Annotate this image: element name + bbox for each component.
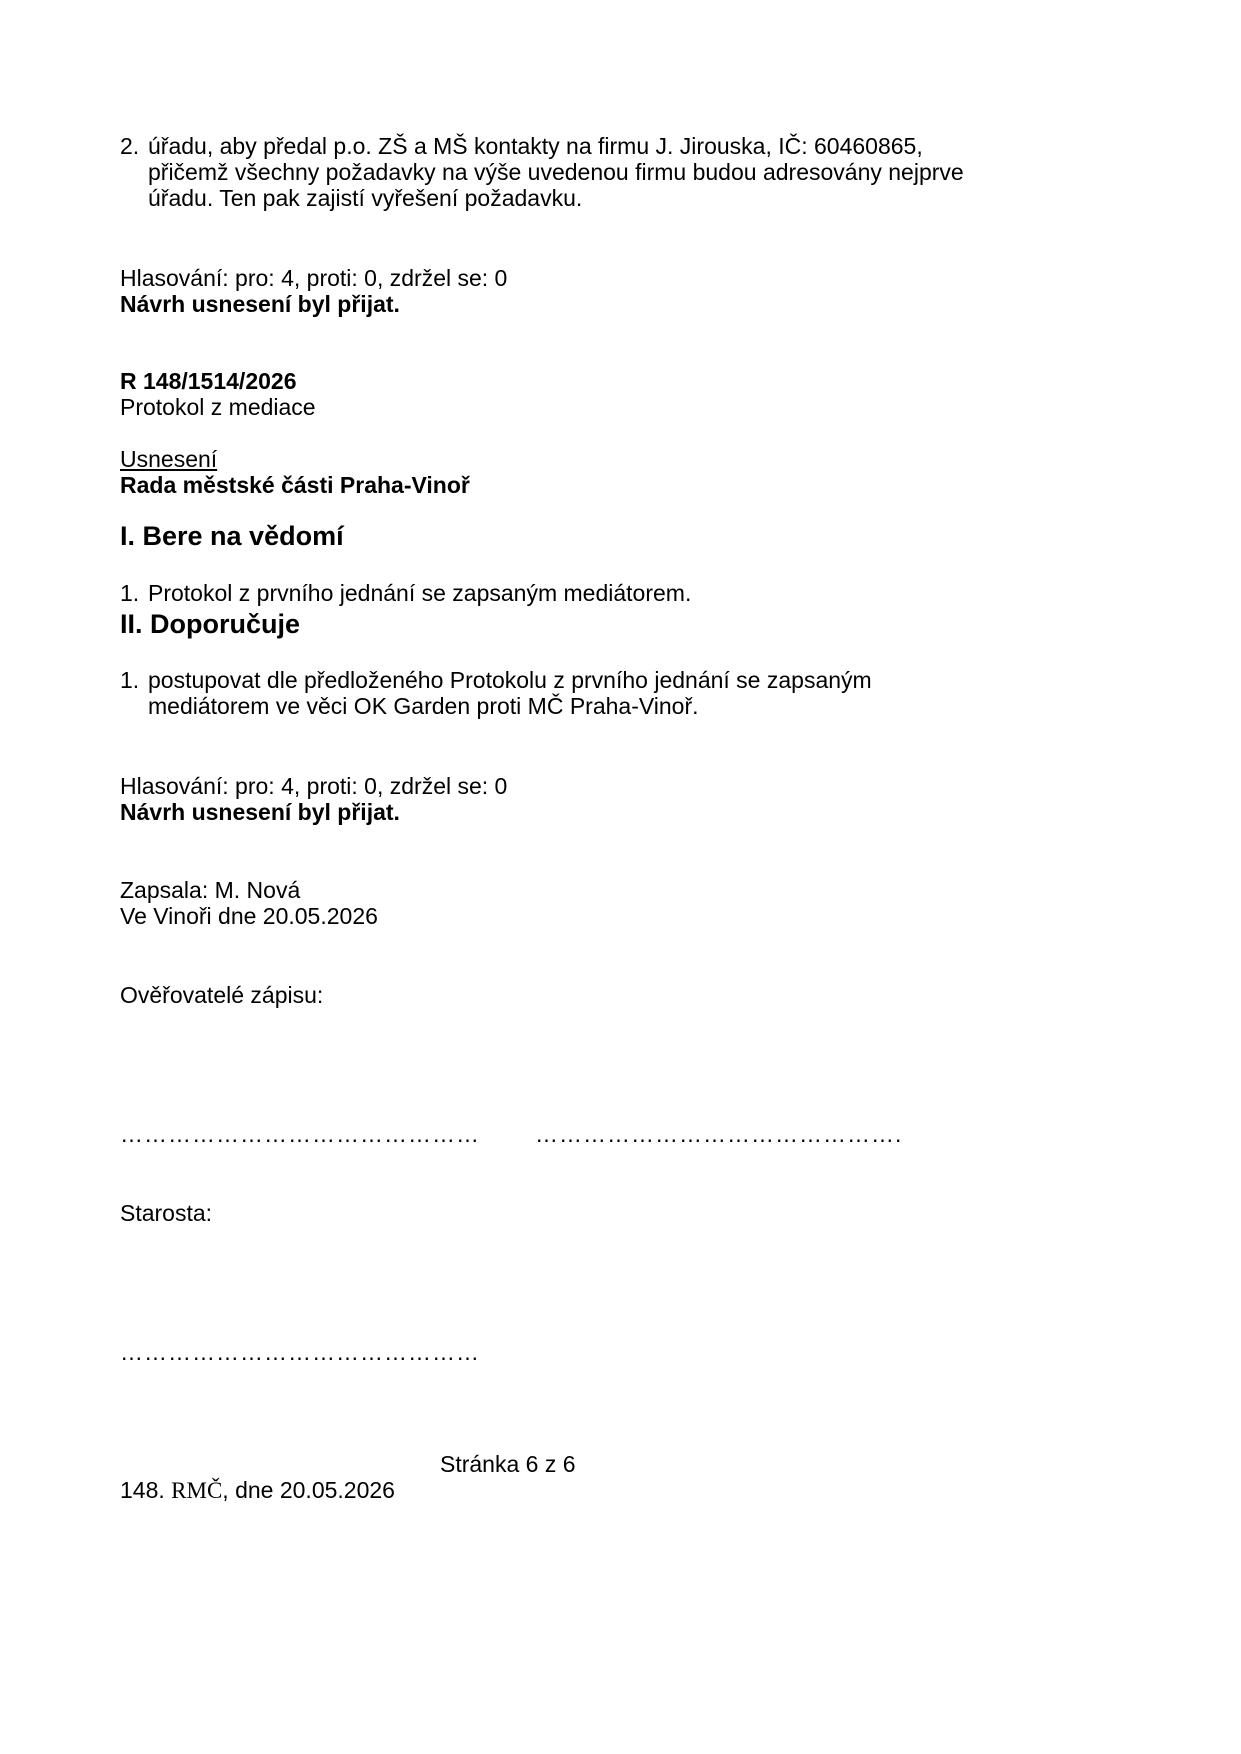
resolution-code: R 148/1514/2026: [120, 368, 297, 394]
resolution-body: Rada městské části Praha-Vinoř: [120, 472, 470, 498]
list-item-line: úřadu. Ten pak zajistí vyřešení požadavku.: [148, 185, 583, 211]
resolution-subject: Protokol z mediace: [120, 394, 316, 420]
list-item-number: 1.: [120, 667, 140, 693]
list-item-number: 1.: [120, 580, 140, 606]
page-number: Stránka 6 z 6: [440, 1451, 576, 1477]
recorder-name: Zapsala: M. Nová: [120, 877, 301, 903]
section-heading: I. Bere na vědomí: [120, 521, 344, 551]
meeting-number: 148.: [120, 1477, 172, 1503]
verifiers-label: Ověřovatelé zápisu:: [120, 982, 324, 1008]
meeting-footer: [120, 1476, 395, 1505]
signature-line-left: ………………………………………: [120, 1121, 480, 1147]
signature-line-mayor: ………………………………………: [120, 1339, 480, 1365]
signature-line-right: ……………………………………….: [535, 1121, 903, 1147]
vote-result-text: Hlasování: pro: 4, proti: 0, zdržel se: 0: [120, 265, 508, 291]
record-place-date: Ve Vinoři dne 20.05.2026: [120, 903, 378, 929]
meeting-body: RMČ: [171, 1478, 223, 1503]
vote-outcome: Návrh usnesení byl přijat.: [120, 291, 400, 317]
resolution-label: Usnesení: [120, 446, 218, 472]
list-item-line: postupovat dle předloženého Protokolu z prvního jednání se zapsaným: [148, 667, 872, 693]
section-heading: II. Doporučuje: [120, 609, 301, 639]
vote-outcome: Návrh usnesení byl přijat.: [120, 799, 400, 825]
mayor-label: Starosta:: [120, 1200, 213, 1226]
list-item-line: mediátorem ve věci OK Garden proti MČ Praha-Vinoř.: [148, 693, 699, 719]
meeting-date: , dne 20.05.2026: [222, 1477, 395, 1503]
list-item-line: úřadu, aby předal p.o. ZŠ a MŠ kontakty na firmu J. Jirouska, IČ: 60460865,: [148, 133, 923, 159]
list-item-line: Protokol z prvního jednání se zapsaným mediátorem.: [148, 580, 692, 606]
list-item-line: přičemž všechny požadavky na výše uvedenou firmu budou adresovány nejprve: [148, 159, 964, 185]
vote-result-text: Hlasování: pro: 4, proti: 0, zdržel se: 0: [120, 773, 508, 799]
list-item-number: 2.: [120, 133, 140, 159]
